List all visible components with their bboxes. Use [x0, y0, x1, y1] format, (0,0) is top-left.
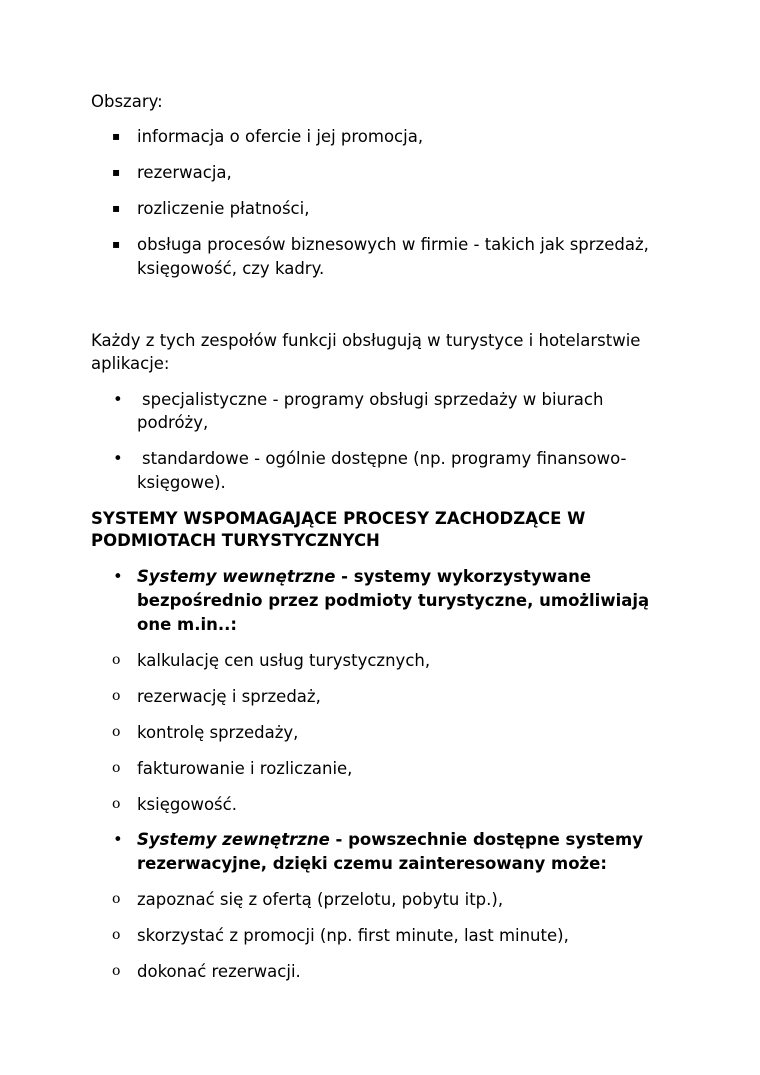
section-heading: SYSTEMY WSPOMAGAJĄCE PROCESY ZACHODZĄCE W — [91, 509, 586, 528]
circle-bullet-icon: o — [112, 760, 121, 776]
paragraph-line: Każdy z tych zespołów funkcji obsługują w turystyce i hotelarstwie — [91, 331, 641, 350]
list-item: informacja o ofercie i jej promocja, — [137, 127, 424, 146]
circle-bullet-icon: o — [112, 652, 121, 668]
external-systems-name: Systemy zewnętrzne — [137, 830, 330, 849]
section-heading: PODMIOTACH TURYSTYCZNYCH — [91, 531, 380, 550]
intro-text: Obszary: — [91, 92, 163, 111]
circle-bullet-icon: o — [112, 891, 121, 907]
list-item: księgowość. — [137, 795, 237, 814]
square-bullet-icon: ▪ — [112, 129, 121, 143]
list-item: zapoznać się z ofertą (przelotu, pobytu itp.), — [137, 890, 504, 909]
bullet-icon: • — [113, 567, 123, 586]
list-item: kalkulację cen usług turystycznych, — [137, 651, 431, 670]
list-item: rozliczenie płatności, — [137, 199, 310, 218]
external-systems-line: rezerwacyjne, dzięki czemu zainteresowany może: — [137, 854, 607, 873]
circle-bullet-icon: o — [112, 724, 121, 740]
internal-systems-name: Systemy wewnętrzne — [137, 567, 336, 586]
internal-systems-heading — [137, 565, 591, 588]
square-bullet-icon: ▪ — [112, 201, 121, 215]
internal-systems-line: one m.in..: — [137, 615, 238, 634]
list-item: rezerwacja, — [137, 163, 232, 182]
bullet-icon: • — [113, 449, 123, 468]
list-item: standardowe - ogólnie dostępne (np. programy finansowo- — [142, 449, 627, 468]
list-item: obsługa procesów biznesowych w firmie - takich jak sprzedaż, — [137, 235, 649, 254]
list-item-continuation: księgowe). — [137, 473, 226, 492]
circle-bullet-icon: o — [112, 796, 121, 812]
external-systems-heading — [137, 828, 643, 851]
list-item: skorzystać z promocji (np. first minute, last minute), — [137, 926, 569, 945]
list-item: specjalistyczne - programy obsługi sprzedaży w biurach — [142, 390, 604, 409]
list-item-continuation: podróży, — [137, 413, 209, 432]
list-item-continuation: księgowość, czy kadry. — [137, 259, 325, 278]
bullet-icon: • — [113, 830, 123, 849]
list-item: kontrolę sprzedaży, — [137, 723, 299, 742]
internal-systems-line: bezpośrednio przez podmioty turystyczne, umożliwiają — [137, 591, 650, 610]
list-item: fakturowanie i rozliczanie, — [137, 759, 353, 778]
circle-bullet-icon: o — [112, 963, 121, 979]
square-bullet-icon: ▪ — [112, 237, 121, 251]
bullet-icon: • — [113, 390, 123, 409]
square-bullet-icon: ▪ — [112, 165, 121, 179]
circle-bullet-icon: o — [112, 927, 121, 943]
list-item: dokonać rezerwacji. — [137, 962, 301, 981]
internal-systems-desc: - systemy wykorzystywane — [335, 567, 592, 586]
list-item: rezerwację i sprzedaż, — [137, 687, 321, 706]
external-systems-desc: - powszechnie dostępne systemy — [329, 830, 643, 849]
paragraph-line: aplikacje: — [91, 354, 170, 373]
circle-bullet-icon: o — [112, 688, 121, 704]
